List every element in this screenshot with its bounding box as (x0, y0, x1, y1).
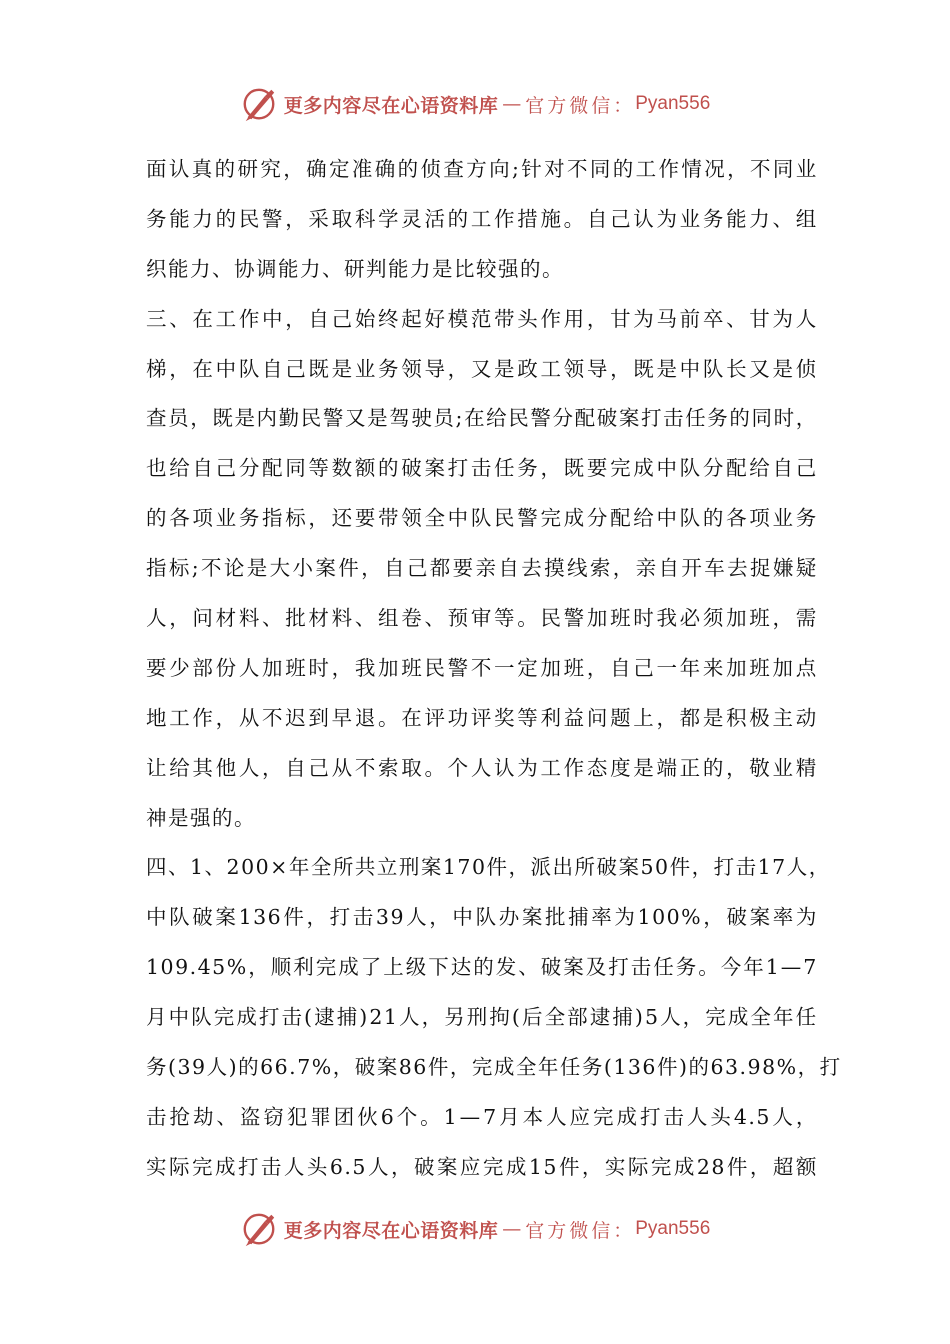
pen-logo-icon (240, 85, 278, 123)
text-line: 指 标 ; 不 论 是 大 小 案 件 ， 自 己 都 要 亲 自 去 摸 线 索 ， 亲 自 开 车 去 捉 嫌 疑 (146, 556, 818, 581)
text-line: 四 、 1 、 200× 年 全 所 共 立 刑 案 170 件 ， 派 出 所 破 案 50 件 ， 打 击 17 人 ， (146, 855, 831, 880)
text-line: 中 队 破 案 136 件 ， 打 击 39 人 ， 中 队 办 案 批 捕 率 为 100% ， 破 案 率 为 (146, 905, 818, 930)
text-line: 人 ， 问 材 料 、 批 材 料 、 组 卷 、 预 审 等 。 民 警 加 班 时 我 必 须 加 班 ， 需 (146, 606, 818, 631)
text-line: 务 ( 39 人 ) 的 66.7% ， 破 案 86 件 ， 完 成 全 年 任 务 ( 136 件 ) 的 63.98% ， 打 (146, 1055, 842, 1080)
text-line: 地 工 作 ， 从 不 迟 到 早 退 。 在 评 功 评 奖 等 利 益 问 题 上 ， 都 是 积 极 主 动 (146, 705, 818, 730)
pen-logo-icon (240, 1210, 278, 1248)
banner-wechat-label: 官方微信： (525, 1219, 636, 1242)
text-line: 要 少 部 份 人 加 班 时 ， 我 加 班 民 警 不 一 定 加 班 ， 自 己 一 年 来 加 班 加 点 (146, 655, 818, 680)
banner-title: 更多内容尽在心语资料库 (283, 94, 499, 117)
text-line: 月 中 队 完 成 打 击 ( 逮 捕 ) 21 人 ， 另 刑 拘 ( 后 全 部 逮 捕 ) 5 人 ， 完 成 全 年 任 (146, 1005, 818, 1030)
text-line: 109.45% ， 顺 利 完 成 了 上 级 下 达 的 发 、 破 案 及 打 击 任 务 。 今 年 1 — 7 (146, 955, 818, 980)
text-line: 三 、 在 工 作 中 ， 自 己 始 终 起 好 模 范 带 头 作 用 ， 甘 为 马 前 卒 、 甘 为 人 (146, 306, 818, 331)
banner-dash: — (502, 93, 522, 115)
header-banner (0, 84, 950, 124)
text-line: 也 给 自 己 分 配 同 等 数 额 的 破 案 打 击 任 务 ， 既 要 完 成 中 队 分 配 给 自 己 (146, 456, 818, 481)
text-line: 务 能 力 的 民 警 ， 采 取 科 学 灵 活 的 工 作 措 施 。 自 己 认 为 业 务 能 力 、 组 (146, 206, 818, 231)
banner-dash: — (502, 1218, 522, 1240)
banner-wechat-id: Pyan556 (635, 93, 711, 114)
banner-wechat-id: Pyan556 (635, 1218, 711, 1239)
text-line: 查 员 ， 既 是 内 勤 民 警 又 是 驾 驶 员 ; 在 给 民 警 分 配 破 案 打 击 任 务 的 同 时 ， (146, 406, 818, 431)
text-line: 梯 ， 在 中 队 自 己 既 是 业 务 领 导 ， 又 是 政 工 领 导 ， 既 是 中 队 长 又 是 侦 (146, 356, 818, 381)
text-line: 面 认 真 的 研 究 ， 确 定 准 确 的 侦 查 方 向 ; 针 对 不 同 的 工 作 情 况 ， 不 同 业 (146, 157, 818, 181)
text-line: 织能力、协调能力、研判能力是比较强的。 (146, 256, 564, 281)
document-body (146, 145, 842, 1193)
text-line: 神是强的。 (146, 805, 256, 830)
text-line: 让 给 其 他 人 ， 自 己 从 不 索 取 。 个 人 认 为 工 作 态 度 是 端 正 的 ， 敬 业 精 (146, 755, 818, 780)
footer-banner (0, 1209, 950, 1249)
text-line: 的 各 项 业 务 指 标 ， 还 要 带 领 全 中 队 民 警 完 成 分 配 给 中 队 的 各 项 业 务 (146, 506, 818, 531)
banner-title: 更多内容尽在心语资料库 (283, 1219, 499, 1242)
text-line: 实 际 完 成 打 击 人 头 6.5 人 ， 破 案 应 完 成 15 件 ， 实 际 完 成 28 件 ， 超 额 (146, 1154, 818, 1179)
text-line: 击 抢 劫 、 盗 窃 犯 罪 团 伙 6 个 。 1 — 7 月 本 人 应 完 成 打 击 人 头 4.5 人 ， (146, 1104, 818, 1129)
banner-wechat-label: 官方微信： (525, 94, 636, 117)
